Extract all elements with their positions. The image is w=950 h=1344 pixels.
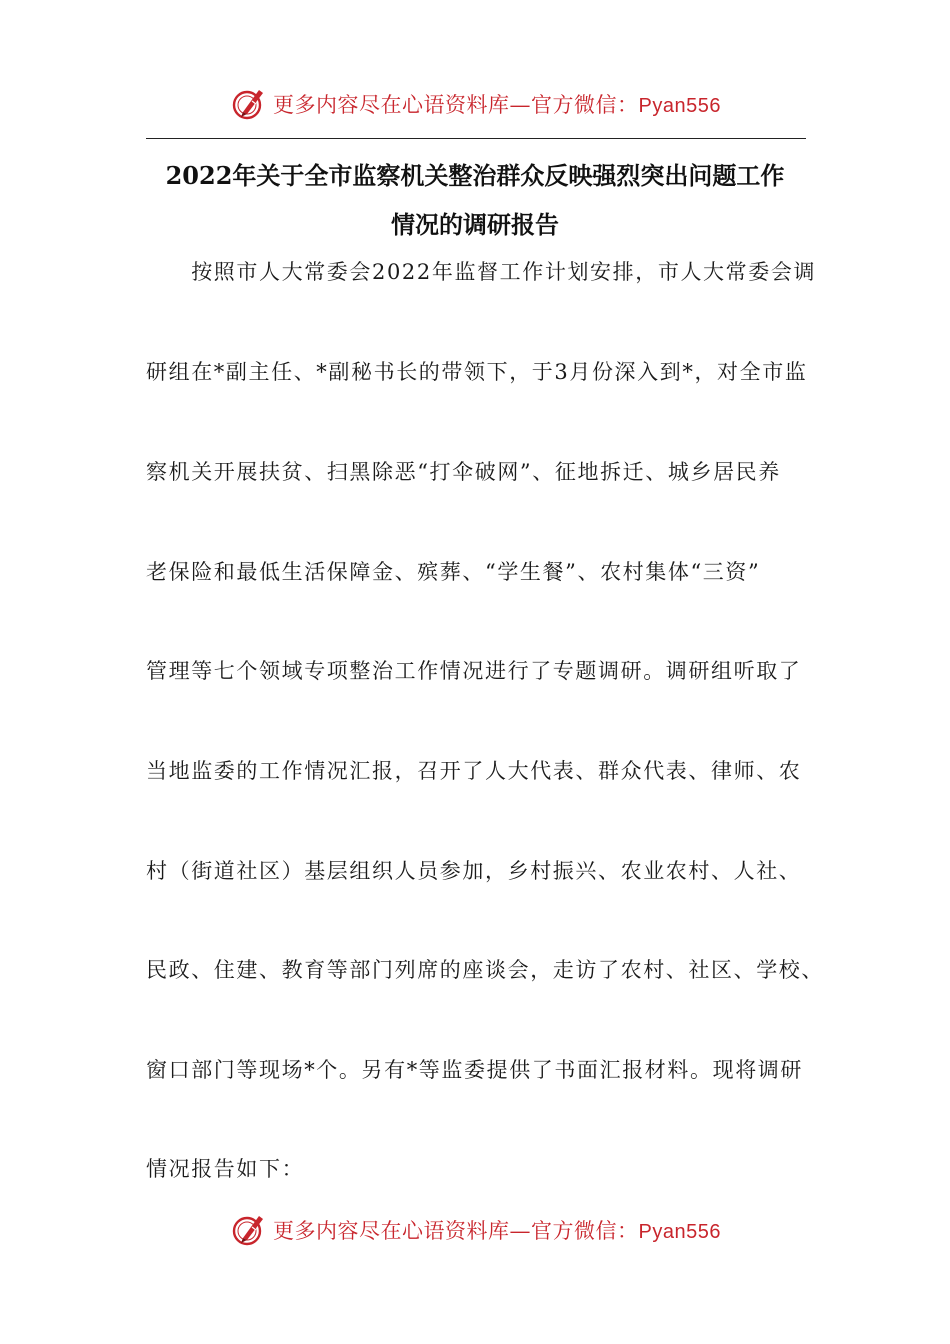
document-title-line-1: 2022年关于全市监察机关整治群众反映强烈突出问题工作 bbox=[165, 161, 785, 190]
body-line-9: 窗口部门等现场*个。另有*等监委提供了书面汇报材料。现将调研 bbox=[146, 1058, 803, 1082]
body-line-5: 管理等七个领域专项整治工作情况进行了专题调研。调研组听取了 bbox=[146, 659, 802, 683]
footer-brand-banner bbox=[0, 1208, 950, 1252]
pen-nib-logo-icon bbox=[229, 84, 269, 124]
body-line-6: 当地监委的工作情况汇报，召开了人大代表、群众代表、律师、农 bbox=[146, 759, 802, 783]
header-brand-id: Pyan556 bbox=[638, 95, 721, 117]
body-line-4: 老保险和最低生活保障金、殡葬、“学生餐”、农村集体“三资” bbox=[146, 560, 761, 584]
body-line-8: 民政、住建、教育等部门列席的座谈会，走访了农村、社区、学校、 bbox=[146, 958, 824, 982]
body-line-2: 研组在*副主任、*副秘书长的带领下，于3月份深入到*，对全市监 bbox=[146, 360, 808, 384]
body-line-7: 村（街道社区）基层组织人员参加，乡村振兴、农业农村、人社、 bbox=[146, 859, 802, 883]
body-line-3: 察机关开展扶贫、扫黑除恶“打伞破网”、征地拆迁、城乡居民养 bbox=[146, 460, 781, 484]
footer-brand-id: Pyan556 bbox=[638, 1221, 721, 1243]
body-line-1: 按照市人大常委会2022年监督工作计划安排，市人大常委会调 bbox=[146, 260, 817, 284]
pen-nib-logo-icon bbox=[229, 1210, 269, 1250]
footer-brand-text: 更多内容尽在心语资料库—官方微信：Pyan556 bbox=[273, 1219, 721, 1243]
body-line-10: 情况报告如下： bbox=[146, 1157, 305, 1181]
header-brand-banner bbox=[0, 82, 950, 126]
header-divider bbox=[146, 138, 806, 139]
header-brand-text: 更多内容尽在心语资料库—官方微信：Pyan556 bbox=[273, 93, 721, 117]
document-title-line-2: 情况的调研报告 bbox=[391, 210, 559, 239]
